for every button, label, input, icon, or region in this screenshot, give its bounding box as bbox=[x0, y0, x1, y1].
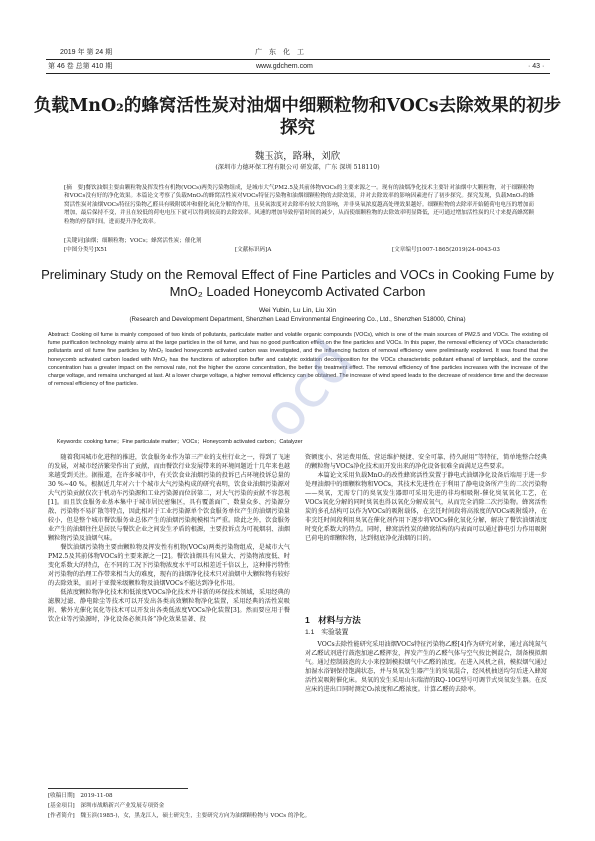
footnote-received-date: [收稿日期] 2019-11-08 bbox=[48, 793, 113, 799]
header-journal-name: 广 东 化 工 bbox=[255, 49, 304, 56]
keywords-english: Keywords: cooking fume；Fine particulate matter；VOCs；Honeycomb activated carbon；Catalyzer bbox=[56, 439, 303, 445]
footnote-rule bbox=[48, 788, 188, 789]
affiliation-english: (Research and Development Department, Shenzhen Lead Environmental Engineering Co., Ltd., Shenzhen 518000, China) bbox=[129, 316, 466, 323]
section-heading-materials-methods: 1 材料与方法 bbox=[305, 615, 361, 625]
body-paragraph: 随着我国城市化进程的推进，饮食服务业作为第三产业的支柱行业之一，得到了飞速的发展，对城市经济繁荣作出了贡献，而由餐饮行业发展带来的环境问题近十几年来也越来越受到关注。据报道，在许多城市中，有关饮食业油烟污染的投诉已占环境投诉总量的30 %~40 %。根据近几年对六十个城市大气污染构成的研究表明，饮食业油烟污染源对大气污染贡献仅次于机动车污染源和工业污染源而位居第二，对大气污染的贡献不容忽视[1]。而且饮食服务业基本集中于城市居民密集区，具有覆盖面广、数量众多、污染源分散、污染物不易扩散等特点，因此相对于工业污染源单个饮食服务单位产生的油烟污染量较小，但是整个城市餐饮服务业总体产生的油烟污染规模相当严重。除此之外，饮食服务业产生的油烟往往是居民与餐饮企业之间发生矛盾的根源，主要投诉点为可视烟羽、油烟颗粒物污染及油烟气味。 bbox=[48, 454, 290, 542]
authors-english: Wei Yubin, Lu Lin, Liu Xin bbox=[258, 307, 337, 314]
header-url: www.gdchem.com bbox=[256, 63, 313, 70]
document-code: [文献标识码]A bbox=[235, 247, 272, 253]
body-paragraph: 资额度小、营运费用低、营运维护便捷、安全可靠、持久耐用”等特征，简单地整合经典的颗粒物与VOCs净化技术而开发出来的净化设备很难全面满足这些要求。 bbox=[305, 454, 547, 470]
keywords-chinese: [关键词]油烟；细颗粒物；VOCs；蜂窝活性炭；催化剂 bbox=[64, 238, 202, 244]
authors-chinese: 魏玉滨，路琳，刘欣 bbox=[254, 151, 341, 162]
header-rule-top bbox=[46, 59, 550, 60]
abstract-chinese: [摘 要]餐饮油烟主要由颗粒物及挥发性有机物(VOCs)两类污染物组成，是城市大气PM2.5及其前体物VOCs的主要来源之一。现有的油烟净化技术主要针对油烟中大颗粒物，对于细颗粒物和VOCs没有好的净化效果。本篇论文考察了负载MnO₂的蜂窝活性炭对VOCs特征污染物和油烟细颗粒物的去除效果，并对去除效率的影响因素进行了初步探究。探究发现，负载MnO₂的蜂窝活性炭对油烟VOCs特征污染物乙醛具有吸附缓冲和催化氧化分解的作用，且臭氧浓度对去除率有较大的影响，并非臭氧浓度越高处理效果越好。细颗粒物的去除率开始随荷电电压的增加而增加，最后保持不变，并且在较低的荷电电压下就可以得到较高的去除效率。风速的增加导致停留时间的减少，从而使细颗粒物的去除效率明显降低，还可通过增加活性炭的尺寸来提高蜂窝颗粒物的停留时间，进而提升净化效率。 bbox=[64, 185, 534, 225]
body-right-column bbox=[305, 453, 547, 543]
body-paragraph: 本篇论文采用负载MnO₂的改性蜂窝活性炭置于静电式油烟净化设备后端用于进一步处理油烟中的细颗粒物和VOCs，其技术先进性在于利用了静电设备所产生的二次污染物——臭氧，无需专门的臭氧发生器即可采用先进的非均相吸附-催化臭氧氧化工艺，在VOCs氧化分解的同时臭氧也得以氧化分解成氧气，从而完全消除二次污染物。蜂窝活性炭的多孔结构可以作为VOCs的吸附载体，在烹饪时间段将高浓度的VOCs吸附缓冲，在非烹饪时间段利用臭氧在催化剂作用下逐步将VOCs催化氧化分解，解决了餐饮油烟浓度时变化系数大的特点。同时，蜂窝活性炭的蜂窝结构的内表面可以通过静电引力作用吸附已荷电的细颗粒物，达到彻底净化油烟的目的。 bbox=[305, 472, 547, 542]
footnote-funding: [基金项目] 深圳市战略新兴产业发展专项资金 bbox=[48, 803, 165, 809]
abstract-english: Abstract: Cooking oil fume is mainly composed of two kinds of pollutants, particulate matter and volatile organic compounds (VOCs), which is one of the main sources of PM2.5 and VOCs. The existing oil fume purification technology mainly aims at the large particles in the oil fume, and has no good purification effect on the fine particles and VOCs. In this paper, the removal efficiency of VOCs characteristic pollutants and oil fume fine particles by MnO₂ loaded honeycomb activated carbon was investigated, and the influencing factors of removal efficiency were preliminarily explored. It was found that the honeycomb activated carbon loaded with MnO₂ has the functions of adsorption buffer and catalytic oxidation decomposition for the VOCs characteristic pollutant ethanal of lampblack, and the ozone concentration has a greater impact on the removal rate, not the higher the ozone concentration, the better the treatment effect. The removal efficiency of fine particles increases with the increase of the charge voltage, and remains unchanged at last. At a lower charge voltage, a higher removal efficiency can be obtained. The increase of wind speed leads to the decrease of residence time and the decrease of removal efficiency of fine particles. bbox=[48, 332, 548, 388]
footnote-author-bio: [作者简介] 魏玉滨(1985-)，女，黑龙江人，硕士研究生，主要研究方向为油烟颗粒物与 VOCs 的净化。 bbox=[48, 813, 311, 819]
body-paragraph: 低浓度颗粒物净化技术和低浓度VOCs净化技术并非新的环保技术领域，采用经典的滤膜过滤、静电除尘等技术可以开发出各类高效颗粒物净化装置，采用经典的活性炭吸附、紫外光催化氧化等技术可以开发出各类低浓度VOCs净化装置[3]。然而要应用于餐饮企业等污染源时，净化设备必须具备“净化效果显著、投 bbox=[48, 589, 290, 623]
affiliation-chinese: (深圳市力德环保工程有限公司 研发部，广东 深圳 518110) bbox=[215, 164, 380, 171]
subsection-heading-apparatus: 1.1 实验装置 bbox=[305, 629, 349, 636]
title-chinese: 负载MnO₂的蜂窝活性炭对油烟中细颗粒物和VOCs去除效果的初步探究 bbox=[33, 96, 562, 138]
classification-number: [中图分类号]X51 bbox=[64, 247, 108, 253]
header-volume: 第 46 卷 总第 410 期 bbox=[48, 63, 113, 70]
body-right-column-experiment bbox=[305, 640, 547, 694]
body-paragraph: 餐饮油烟污染物主要由颗粒物及挥发性有机物(VOCs)两类污染物组成，是城市大气PM2.5及其前体物VOCs的主要来源之一[2]。餐饮油烟具有风量大、污染物浓度低、时变化系数大的特点，在不同的工况下污染物浓度水平可以相差近千倍以上，这种排污特性对污染物的治理工作带来相当大的难度，现有的油烟净化技术只对油烟中大颗粒物有较好的去除效果，而对于亚微米级颗粒物及油烟VOCs不能达到净化作用。 bbox=[48, 544, 290, 587]
header-rule-bottom bbox=[46, 73, 550, 74]
watermark: ocd bbox=[247, 327, 367, 451]
body-left-column bbox=[48, 453, 290, 624]
header-year-issue: 2019 年 第 24 期 bbox=[60, 49, 113, 56]
body-paragraph: VOCs去除性能研究采用油烟VOCs特征污染物乙醛[4]作为研究对象，通过高纯氮气对乙醛试剂进行鼓泡加速乙醛挥发，挥发产生的乙醛气体与空气按比例混合，制备模拟烟气。通过控制鼓泡的大小来控制模拟烟气中乙醛的浓度。在进入风机之前，模拟烟气通过加湿水浴钢保持饱满状态，并与臭氧发生器产生的臭氧混合，经风机抽送均匀后进入蜂窝活性炭吸附催化床。臭氧的发生采用山东瑞清的RQ-10G型号可调节式臭氧发生器。在反应床的进出口同时测定O₃浓度和乙醛浓度。计算乙醛的去除率。 bbox=[305, 641, 547, 693]
title-english: Preliminary Study on the Removal Effect of Fine Particles and VOCs in Cooking Fume by MnO₂ Loaded Honeycomb Activated Carbon bbox=[41, 267, 554, 299]
article-id: [文章编号]1007-1865(2019)24-0043-03 bbox=[392, 247, 500, 253]
header-page-number: · 43 · bbox=[528, 63, 545, 70]
